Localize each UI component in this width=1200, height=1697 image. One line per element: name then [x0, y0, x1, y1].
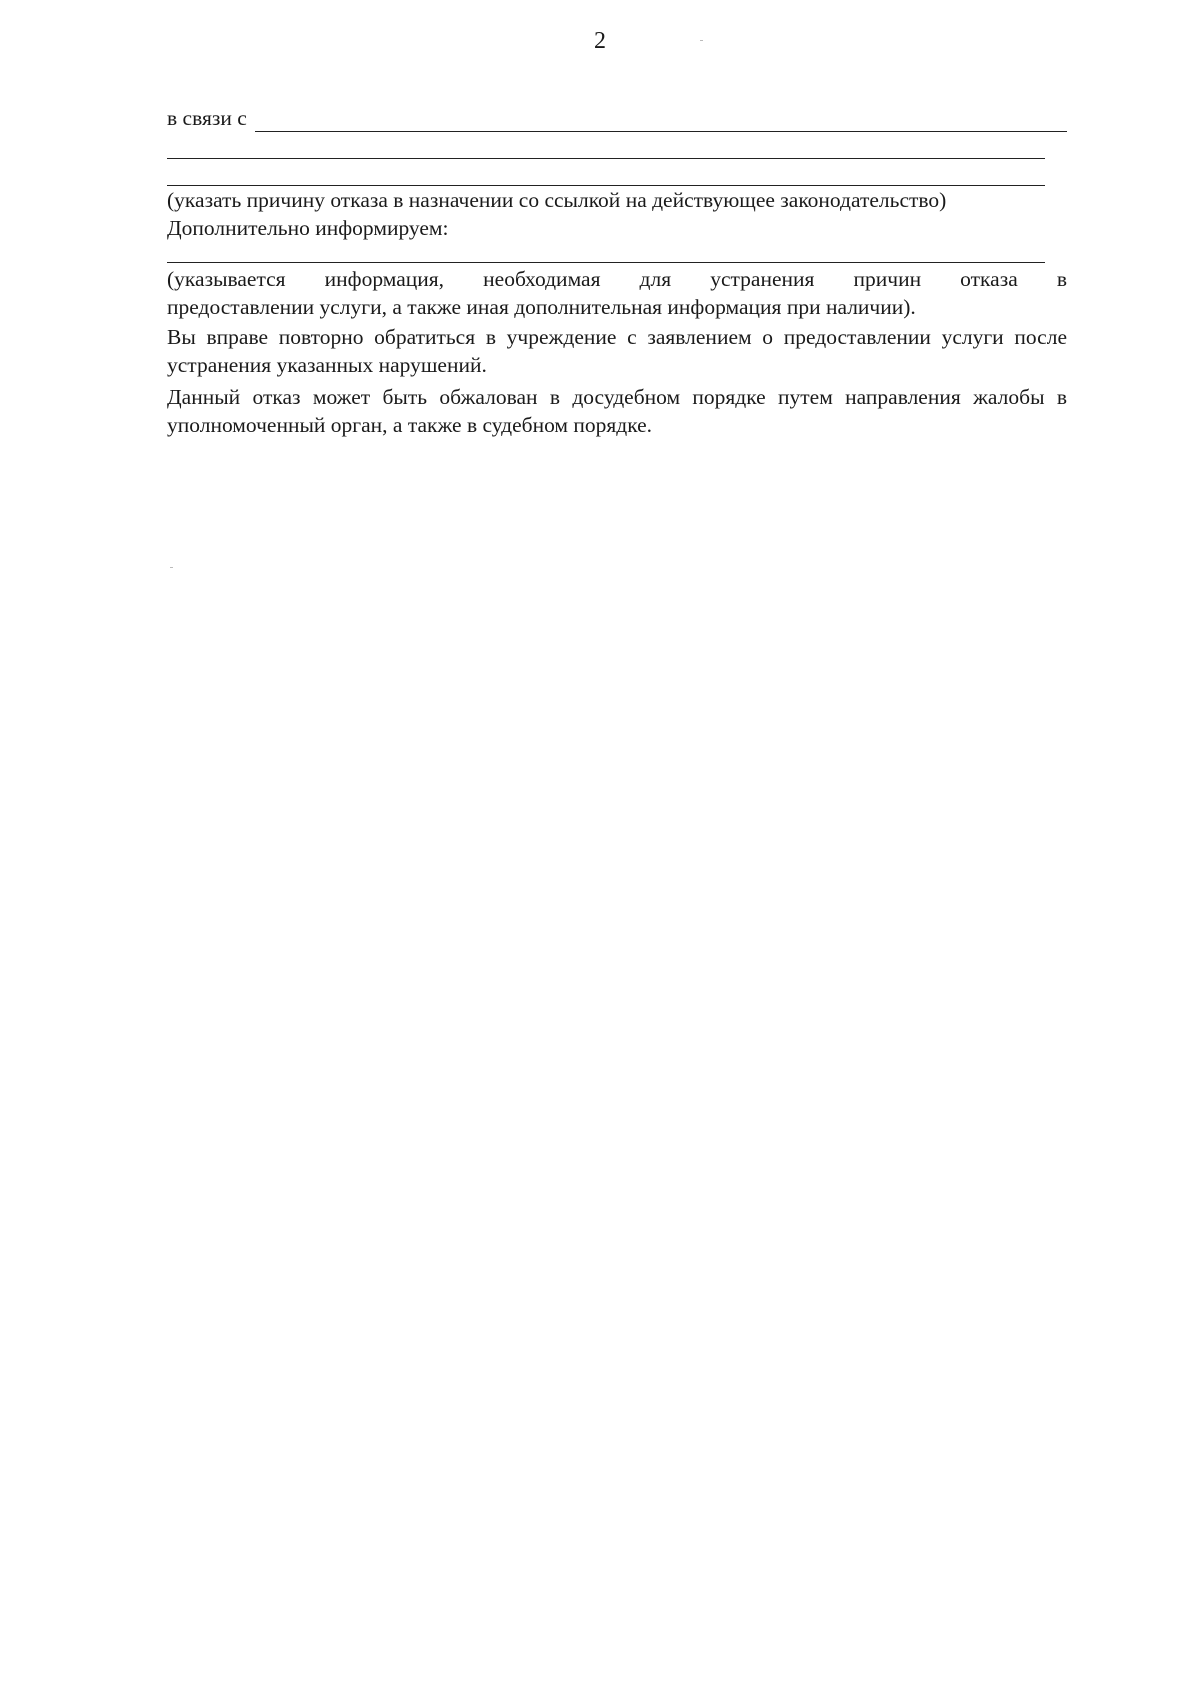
- document-body: [167, 104, 1067, 439]
- additional-info-label: Дополнительно информируем:: [167, 216, 449, 240]
- additional-info-fill-line[interactable]: [167, 242, 1045, 263]
- scan-speck: [170, 567, 173, 568]
- scan-speck: [700, 40, 703, 41]
- reason-row: [167, 104, 1067, 132]
- additional-info-hint-line-2: предоставлении услуги, а также иная дополнительная информация при наличии).: [167, 295, 916, 319]
- reason-lead-label: в связи с: [167, 106, 247, 130]
- reason-fill-line-2[interactable]: [167, 132, 1045, 159]
- page-number: 2: [594, 28, 606, 54]
- reason-fill-line-3[interactable]: [167, 159, 1045, 186]
- reason-fill-line[interactable]: [255, 109, 1067, 132]
- reason-hint: (указать причину отказа в назначении со ссылкой на действующее законодательство): [167, 188, 947, 212]
- reapply-notice: Вы вправе повторно обратиться в учреждение с заявлением о предоставлении услуги после устранения указанных нарушений.: [167, 325, 1067, 377]
- appeal-notice: Данный отказ может быть обжалован в досудебном порядке путем направления жалобы в уполномоченный орган, а также в судебном порядке.: [167, 385, 1067, 437]
- additional-info-hint-line-1: (указывается информация, необходимая для устранения причин отказа в: [167, 267, 1067, 291]
